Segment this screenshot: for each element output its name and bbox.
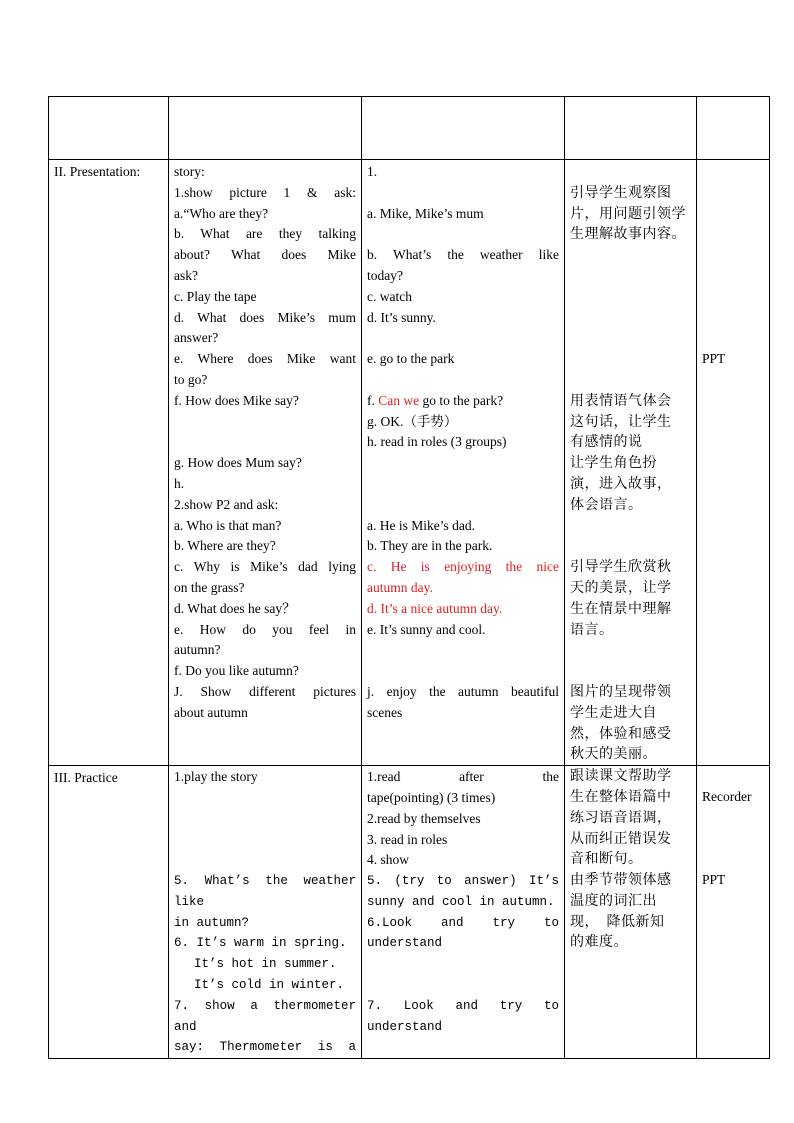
blank-cell <box>565 97 697 160</box>
purpose-line: 体会语言。 <box>570 496 643 513</box>
purpose-line: 生在整体语篇中 <box>570 788 672 805</box>
teacher-line: a.“Who are they? <box>174 205 269 221</box>
teacher-line: h. <box>174 475 185 491</box>
purpose-line: 秋天的美丽。 <box>570 746 657 763</box>
teacher-line: about autumn <box>174 704 248 720</box>
student-line: tape(pointing) (3 times) <box>367 789 496 805</box>
purpose-line: 音和断句。 <box>570 851 643 868</box>
lesson-plan-table <box>48 96 770 1059</box>
teacher-line: to go? <box>174 371 208 387</box>
student-line: 1.read after the <box>367 769 559 785</box>
teacher-line: a. Who is that man? <box>174 517 282 533</box>
practice-row <box>49 766 770 1059</box>
student-line: e. It’s sunny and cool. <box>367 621 486 637</box>
student-line: a. Mike, Mike’s mum <box>367 205 484 221</box>
teacher-line: 5. What’s the weather like <box>174 874 356 909</box>
header-blank-row <box>49 97 770 160</box>
student-line: j. enjoy the autumn beautiful <box>367 683 559 699</box>
purpose-line: 片，用问题引领学 <box>570 205 686 222</box>
stage-cell <box>49 766 169 1059</box>
stage-label: II. Presentation: <box>54 164 141 179</box>
teacher-line: 1.show picture 1 & ask: <box>174 184 356 200</box>
purpose-line: 生理解故事内容。 <box>570 226 686 243</box>
teacher-line: story: <box>174 164 205 179</box>
purpose-line: 引导学生观察图 <box>570 184 672 201</box>
student-line: b. They are in the park. <box>367 538 493 554</box>
purpose-line: 演，进入故事， <box>570 475 672 492</box>
student-line-highlight: autumn day. <box>367 579 433 595</box>
student-activity-cell <box>362 766 565 1059</box>
student-line-can-we: f. Can we go to the park? <box>367 392 504 408</box>
student-line: 3. read in roles <box>367 831 448 847</box>
purpose-cell <box>565 160 697 766</box>
teacher-line: about? What does Mike <box>174 247 356 263</box>
teacher-line: It’s hot in summer. <box>194 957 337 972</box>
stage-cell <box>49 160 169 766</box>
teacher-line: answer? <box>174 330 219 346</box>
purpose-line: 学生走进大自 <box>570 704 657 721</box>
resource-label: PPT <box>702 872 726 888</box>
student-line: c. watch <box>367 288 412 304</box>
student-line-highlight: d. It’s a nice autumn day. <box>367 600 503 616</box>
purpose-line: 跟读课文帮助学 <box>570 768 672 785</box>
blank-cell <box>49 97 169 160</box>
teacher-line: b. Where are they? <box>174 538 276 554</box>
resource-cell <box>697 160 770 766</box>
student-line: today? <box>367 267 403 283</box>
teacher-line: 6. It’s warm in spring. <box>174 936 347 951</box>
student-line: 4. show <box>367 852 410 868</box>
student-activity-cell <box>362 160 565 766</box>
purpose-line: 现， 降低新知 <box>570 913 665 930</box>
student-line: a. He is Mike’s dad. <box>367 517 475 533</box>
blank-cell <box>362 97 565 160</box>
resource-label: PPT <box>702 351 726 367</box>
teacher-line: autumn? <box>174 642 221 658</box>
teacher-line: say: Thermometer is a <box>174 1040 356 1055</box>
purpose-line: 引导学生欣赏秋 <box>570 559 672 576</box>
presentation-row <box>49 160 770 766</box>
teacher-line: 7. show a thermometer and <box>174 998 356 1034</box>
resource-label: Recorder <box>702 788 752 804</box>
student-line: 6.Look and try to understand <box>367 915 559 951</box>
teacher-line: g. How does Mum say? <box>174 455 302 471</box>
teacher-line: f. How does Mike say? <box>174 392 299 408</box>
teacher-activity-cell <box>169 766 362 1059</box>
teacher-line: ask? <box>174 267 198 283</box>
purpose-line: 这句话，让学生 <box>570 413 672 430</box>
resource-cell <box>697 766 770 1059</box>
teacher-line: in autumn? <box>174 915 250 930</box>
teacher-line: d. What does Mike’s mum <box>174 309 356 325</box>
student-line: h. read in roles (3 groups) <box>367 434 507 450</box>
highlight-text: Can we <box>378 392 420 408</box>
student-line: 5. (try to answer) It’s <box>367 874 559 889</box>
purpose-line: 然，体验和感受 <box>570 725 672 742</box>
teacher-line: J. Show different pictures <box>174 683 356 699</box>
purpose-line: 图片的呈现带领 <box>570 683 672 700</box>
stage-label: III. Practice <box>54 770 118 786</box>
teacher-line: e. How do you feel in <box>174 621 356 637</box>
purpose-line: 有感情的说 <box>570 434 643 451</box>
teacher-line: on the grass? <box>174 579 245 595</box>
purpose-cell <box>565 766 697 1059</box>
student-line: d. It’s sunny. <box>367 309 436 325</box>
student-line: 7. Look and try to understand <box>367 998 559 1034</box>
purpose-line: 语言。 <box>570 621 614 638</box>
teacher-line: e. Where does Mike want <box>174 351 356 367</box>
student-line-highlight: c. He is enjoying the nice <box>367 559 559 575</box>
purpose-line: 用表情语气体会 <box>570 392 672 409</box>
purpose-line: 天的美景，让学 <box>570 579 672 596</box>
teacher-activity-cell <box>169 160 362 766</box>
student-line: g. OK.（手势） <box>367 413 458 429</box>
student-line: 1. <box>367 164 378 179</box>
teacher-line: d. What does he say？ <box>174 600 296 616</box>
purpose-line: 练习语音语调， <box>570 809 672 826</box>
purpose-line: 从而纠正错误发 <box>570 830 672 847</box>
student-line: scenes <box>367 704 403 720</box>
student-line: 2.read by themselves <box>367 810 481 826</box>
teacher-line: 1.play the story <box>174 769 258 785</box>
purpose-line: 由季节带领体感 <box>570 872 672 889</box>
student-line: b. What’s the weather like <box>367 247 559 263</box>
teacher-line: c. Why is Mike’s dad lying <box>174 559 356 575</box>
teacher-line: f. Do you like autumn? <box>174 663 299 679</box>
purpose-line: 生在情景中理解 <box>570 600 672 617</box>
teacher-line: b. What are they talking <box>174 226 356 242</box>
purpose-line: 温度的词汇出 <box>570 892 657 909</box>
teacher-line: c. Play the tape <box>174 288 257 304</box>
teacher-line: 2.show P2 and ask: <box>174 496 279 512</box>
blank-cell <box>169 97 362 160</box>
blank-cell <box>697 97 770 160</box>
student-line: e. go to the park <box>367 351 455 367</box>
student-line: sunny and cool in autumn. <box>367 894 555 909</box>
purpose-line: 的难度。 <box>570 934 628 951</box>
purpose-line: 让学生角色扮 <box>570 455 657 472</box>
teacher-line: It’s cold in winter. <box>194 978 345 993</box>
